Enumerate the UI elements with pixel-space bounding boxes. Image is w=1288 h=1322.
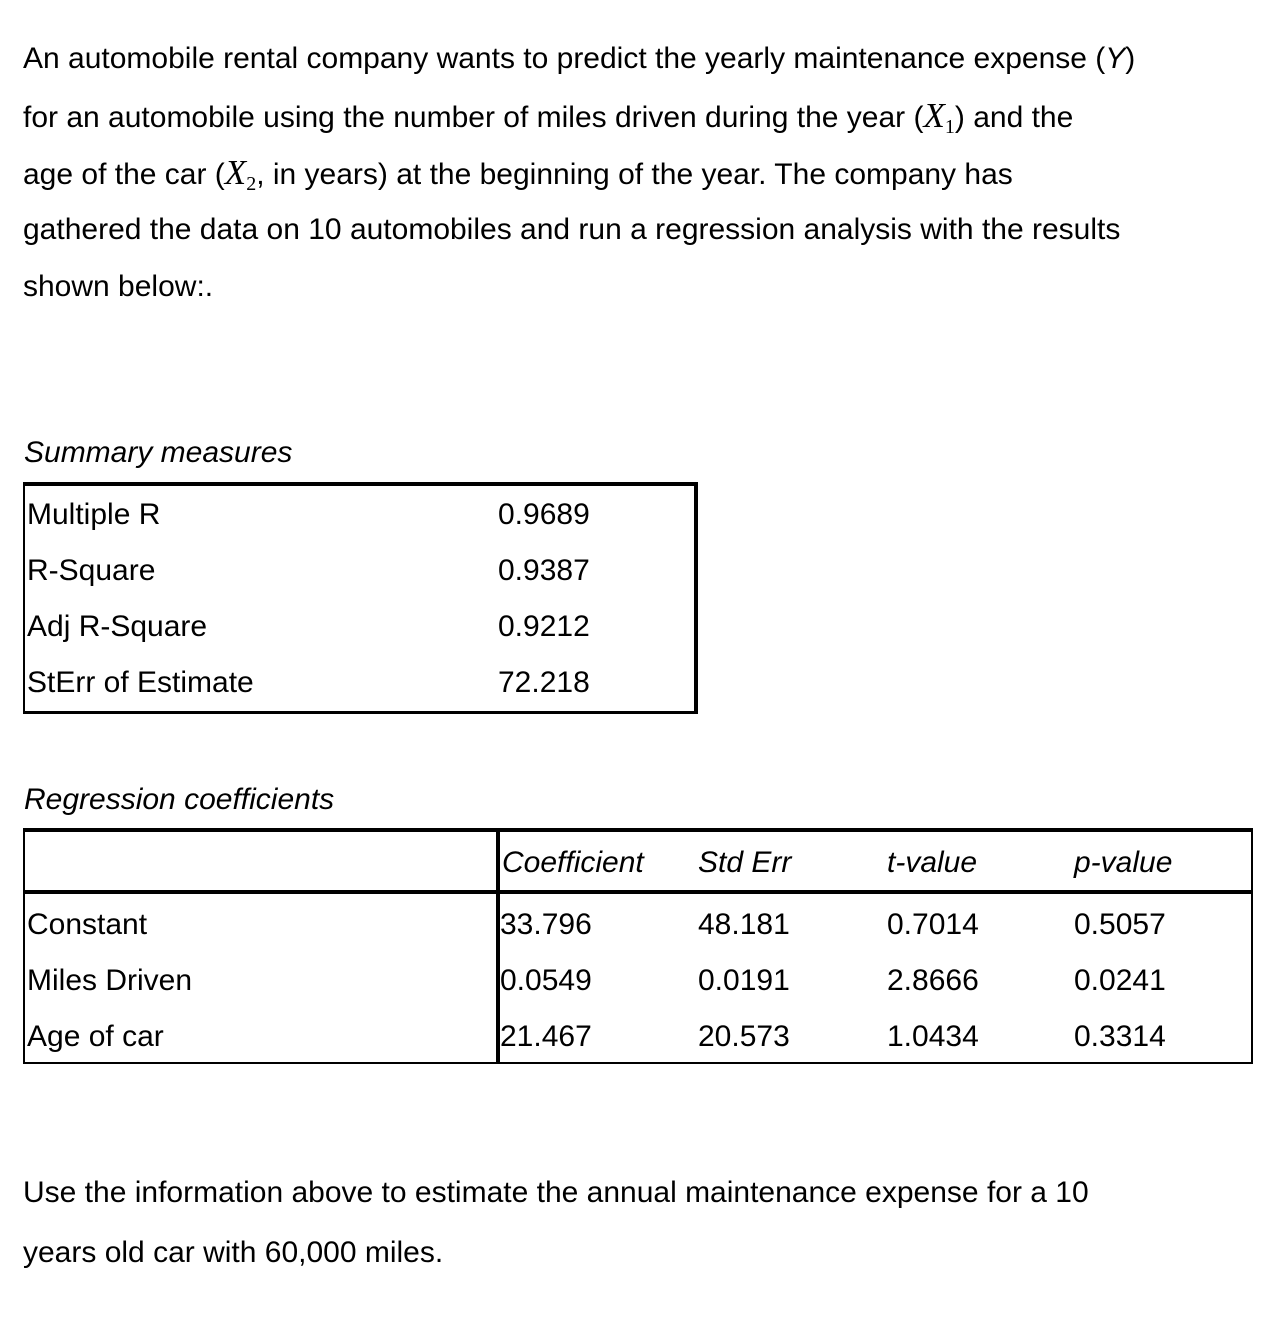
x2-subscript: 2 <box>246 173 257 195</box>
table-row <box>25 1008 1251 1064</box>
summary-label: Multiple R <box>27 498 161 531</box>
coef-value: 21.467 <box>500 1020 592 1053</box>
summary-row <box>25 542 694 598</box>
table-row <box>25 952 1251 1008</box>
header-coefficient: Coefficient <box>502 846 644 879</box>
header-std-err: Std Err <box>698 846 792 879</box>
summary-row <box>25 654 694 710</box>
header-p-value: p-value <box>1074 846 1173 879</box>
intro-line-1 <box>23 30 1263 87</box>
question-text <box>23 1163 1263 1283</box>
intro-text-3-end: , in years) at the beginning of the year. The company has <box>256 158 1013 191</box>
summary-value: 0.9689 <box>498 498 590 531</box>
t-value: 2.8666 <box>887 964 979 997</box>
coef-value: 0.0549 <box>500 964 592 997</box>
x1-subscript: 1 <box>944 116 955 138</box>
p-value: 0.0241 <box>1074 964 1166 997</box>
coefficients-title: Regression coefficients <box>24 783 335 816</box>
t-value: 1.0434 <box>887 1020 979 1053</box>
intro-line-2 <box>23 87 1263 144</box>
intro-text-3: age of the car ( <box>23 158 225 191</box>
x2-symbol: X <box>224 153 247 192</box>
y-variable: Y <box>1105 42 1126 75</box>
p-value: 0.5057 <box>1074 908 1166 941</box>
summary-value: 0.9212 <box>498 610 590 643</box>
summary-row <box>25 486 694 542</box>
problem-statement <box>23 30 1263 315</box>
intro-line-4: gathered the data on 10 automobiles and run a regression analysis with the results <box>23 213 1121 246</box>
coefficients-table <box>23 828 1253 1064</box>
row-label: Constant <box>27 908 148 941</box>
intro-text-1-end: ) <box>1125 42 1136 75</box>
summary-table <box>23 482 698 714</box>
x2-variable <box>224 153 257 195</box>
x1-symbol: X <box>923 96 945 135</box>
t-value: 0.7014 <box>887 908 979 941</box>
table-row <box>25 896 1251 952</box>
p-value: 0.3314 <box>1074 1020 1166 1053</box>
intro-text-2-end: ) and the <box>954 101 1074 134</box>
summary-label: R-Square <box>27 554 156 587</box>
summary-title: Summary measures <box>24 436 293 469</box>
row-label: Miles Driven <box>27 964 193 997</box>
header-t-value: t-value <box>887 846 978 879</box>
intro-line-3 <box>23 144 1263 201</box>
summary-value: 0.9387 <box>498 554 590 587</box>
summary-label: StErr of Estimate <box>27 666 254 699</box>
header-divider <box>25 890 1251 894</box>
row-label: Age of car <box>27 1020 164 1053</box>
stderr-value: 48.181 <box>698 908 790 941</box>
intro-line-5: shown below:. <box>23 270 214 303</box>
intro-text-1: An automobile rental company wants to predict the yearly maintenance expense ( <box>23 42 1106 75</box>
stderr-value: 0.0191 <box>698 964 790 997</box>
question-line-1: Use the information above to estimate the annual maintenance expense for a 10 <box>23 1176 1089 1209</box>
summary-value: 72.218 <box>498 666 590 699</box>
question-line-2: years old car with 60,000 miles. <box>23 1236 444 1269</box>
coef-value: 33.796 <box>500 908 592 941</box>
intro-text-2: for an automobile using the number of miles driven during the year ( <box>23 101 924 134</box>
x1-variable <box>923 96 955 138</box>
summary-label: Adj R-Square <box>27 610 208 643</box>
summary-row <box>25 598 694 654</box>
stderr-value: 20.573 <box>698 1020 790 1053</box>
